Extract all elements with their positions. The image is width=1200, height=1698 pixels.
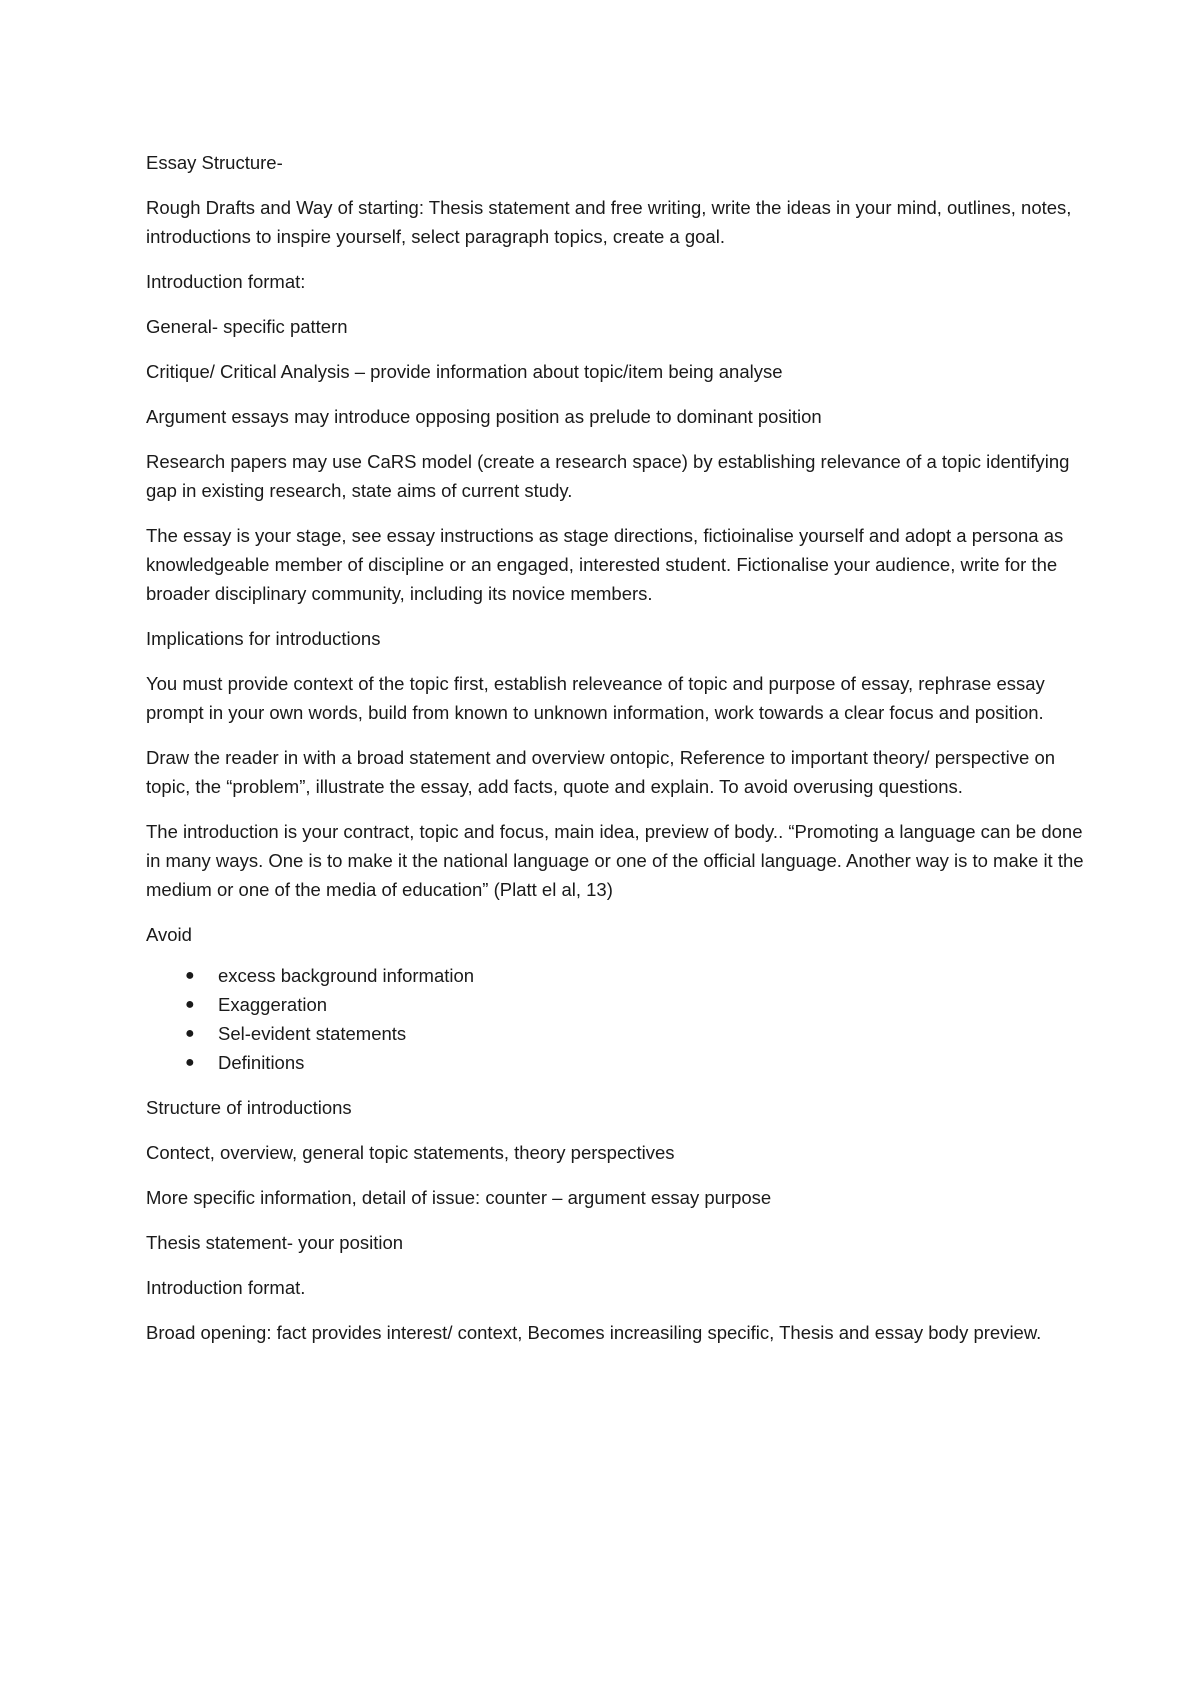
paragraph-avoid-heading: Avoid <box>146 924 192 945</box>
paragraph-introduction-format: Introduction format: <box>146 271 306 292</box>
bullet-icon: ● <box>185 967 195 984</box>
paragraph-broad-opening: Broad opening: fact provides interest/ context, Becomes increasiling specific, Thesis and essay body preview. <box>146 1322 1042 1343</box>
bullet-icon: ● <box>185 1025 195 1042</box>
document-page <box>146 148 1086 1363</box>
paragraph-structure-heading: Structure of introductions <box>146 1097 352 1118</box>
paragraph-introduction-format-2: Introduction format. <box>146 1277 306 1298</box>
paragraph-argument-essays: Argument essays may introduce opposing position as prelude to dominant position <box>146 406 822 427</box>
paragraph-thesis-statement: Thesis statement- your position <box>146 1232 404 1253</box>
bullet-icon: ● <box>185 1054 195 1071</box>
paragraph-specific-information: More specific information, detail of issue: counter – argument essay purpose <box>146 1187 772 1208</box>
paragraph-implications-heading: Implications for introductions <box>146 628 381 649</box>
list-item-text: Definitions <box>218 1052 305 1073</box>
list-item-text: Exaggeration <box>218 994 328 1015</box>
paragraph-essay-stage: The essay is your stage, see essay instructions as stage directions, fictioinalise yourself and adopt a persona as knowledgeable member of discipline or an engaged, interested student. Fictionalise your audience, write for the broader disciplinary community, including its novice members. <box>146 525 1064 604</box>
paragraph-critique: Critique/ Critical Analysis – provide information about topic/item being analyse <box>146 361 783 382</box>
list-item-text: excess background information <box>218 965 475 986</box>
list-item <box>185 1048 1086 1077</box>
list-item <box>185 1019 1086 1048</box>
paragraph-context: You must provide context of the topic first, establish releveance of topic and purpose of essay, rephrase essay prompt in your own words, build from known to unknown information, work towards a clear focus and position. <box>146 673 1045 723</box>
list-item <box>185 961 1086 990</box>
avoid-list <box>146 961 1086 1077</box>
paragraph-general-specific: General- specific pattern <box>146 316 348 337</box>
list-item-text: Sel-evident statements <box>218 1023 407 1044</box>
paragraph-research-papers: Research papers may use CaRS model (create a research space) by establishing relevance of a topic identifying gap in existing research, state aims of current study. <box>146 451 1070 501</box>
paragraph-draw-reader: Draw the reader in with a broad statement and overview ontopic, Reference to important theory/ perspective on topic, the “problem”, illustrate the essay, add facts, quote and explain. To avoid overusing questions. <box>146 747 1056 797</box>
list-item <box>185 990 1086 1019</box>
bullet-icon: ● <box>185 996 195 1013</box>
paragraph-contract: The introduction is your contract, topic and focus, main idea, preview of body.. “Promoting a language can be done in many ways. One is to make it the national language or one of the official language. Another way is to make it the medium or one of the media of education” (Platt el al, 13) <box>146 821 1084 900</box>
paragraph-rough-drafts: Rough Drafts and Way of starting: Thesis statement and free writing, write the ideas in your mind, outlines, notes, introductions to inspire yourself, select paragraph topics, create a goal. <box>146 197 1072 247</box>
document-title: Essay Structure- <box>146 152 283 173</box>
paragraph-contect-overview: Contect, overview, general topic statements, theory perspectives <box>146 1142 675 1163</box>
